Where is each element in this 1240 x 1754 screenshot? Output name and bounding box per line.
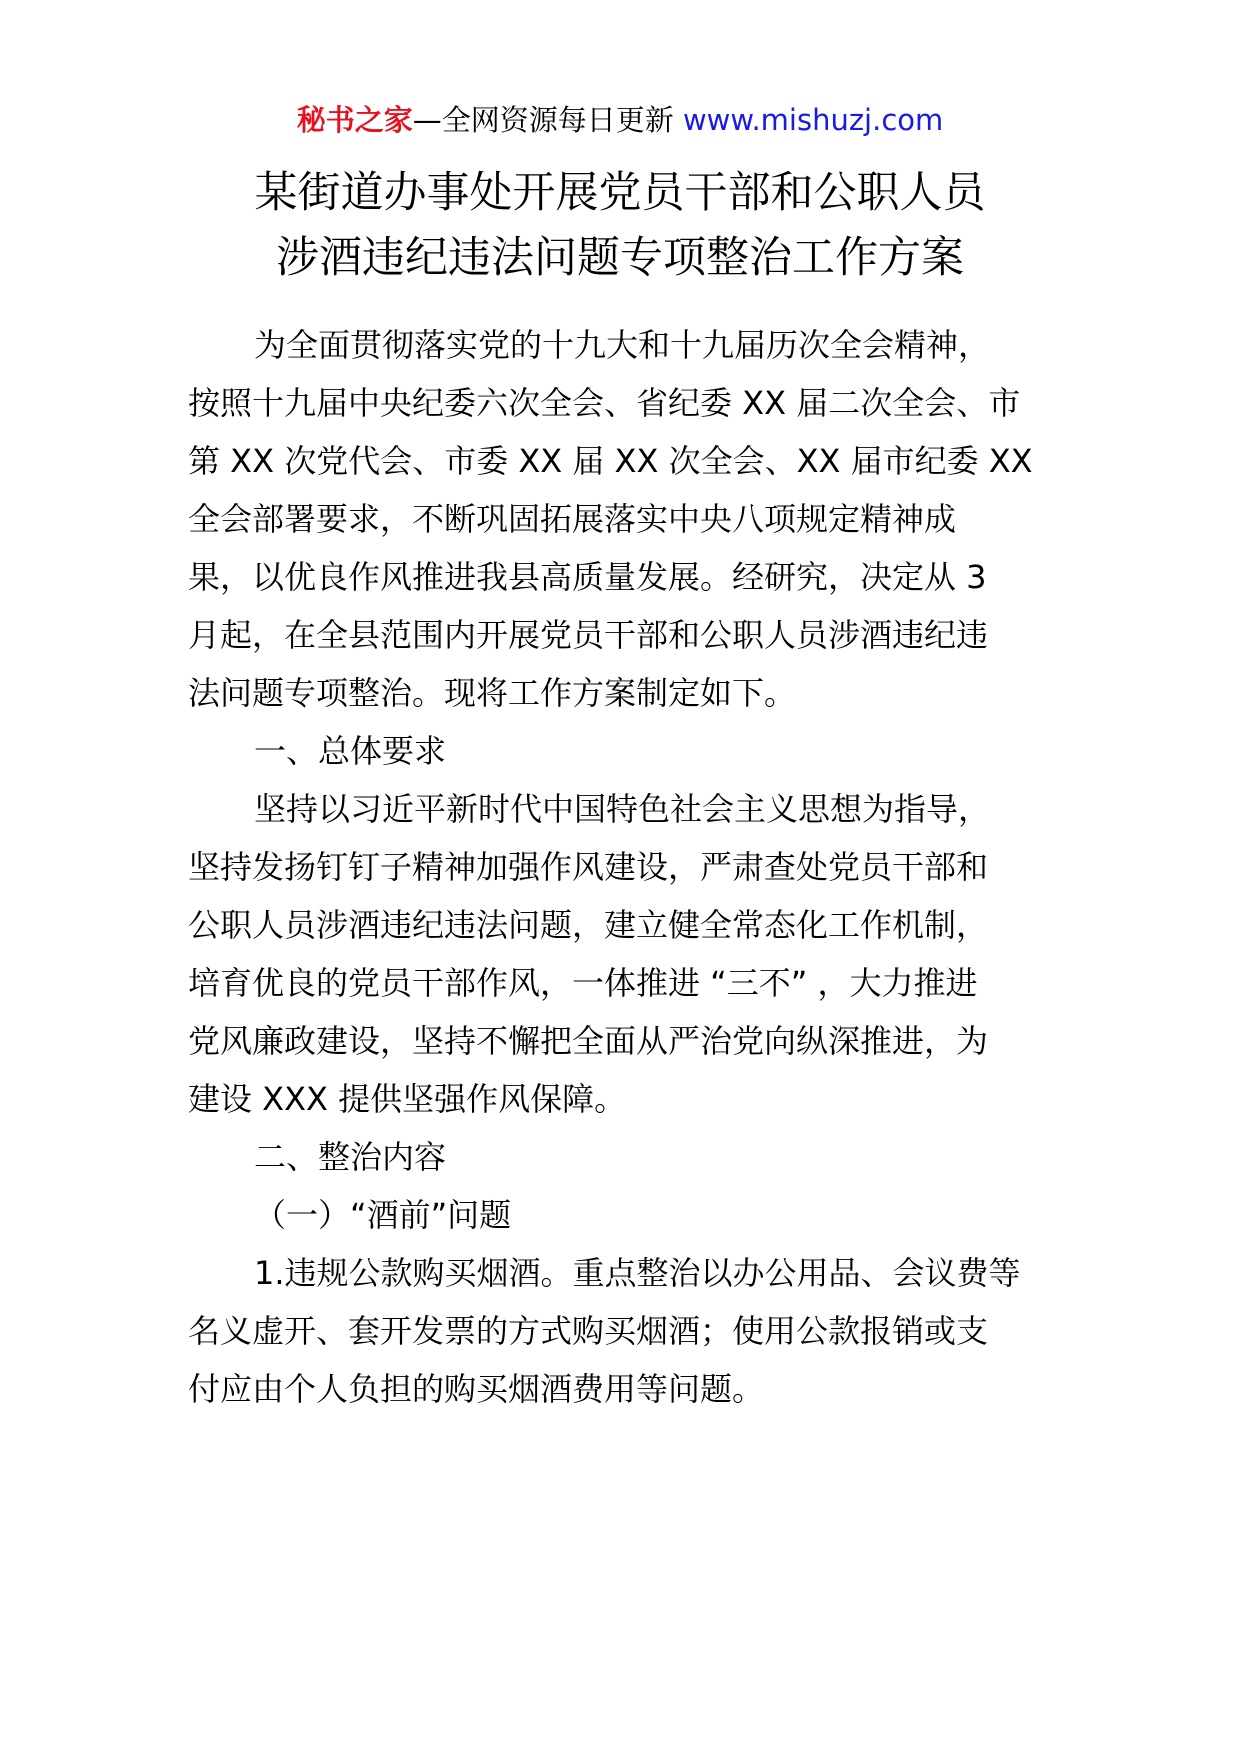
body-line: 按照十九届中央纪委六次全会、省纪委 XX 届二次全会、市 (188, 384, 1021, 422)
document-title-line-2: 涉酒违纪违法问题专项整治工作方案 (276, 233, 964, 283)
body-line: 月起，在全县范围内开展党员干部和公职人员涉酒违纪违 (188, 616, 989, 654)
body-line: 名义虚开、套开发票的方式购买烟酒；使用公款报销或支 (188, 1312, 989, 1350)
body-line: 培育优良的党员干部作风，一体推进 “三不” ，大力推进 (188, 964, 978, 1002)
body-line: 为全面贯彻落实党的十九大和十九届历次全会精神， (254, 326, 991, 364)
document-title-line-1: 某街道办事处开展党员干部和公职人员 (254, 168, 986, 218)
body-line: 建设 XXX 提供坚强作风保障。 (188, 1080, 627, 1118)
section-heading: 二、整治内容 (254, 1138, 447, 1176)
subsection-heading: （一）“酒前”问题 (254, 1196, 512, 1234)
site-banner (0, 100, 1240, 140)
body-line: 公职人员涉酒违纪违法问题，建立健全常态化工作机制， (188, 906, 989, 944)
body-line: 坚持以习近平新时代中国特色社会主义思想为指导， (254, 790, 991, 828)
body-line: 全会部署要求，不断巩固拓展落实中央八项规定精神成 (188, 500, 957, 538)
body-line: 1.违规公款购买烟酒。重点整治以办公用品、会议费等 (254, 1254, 1021, 1292)
body-line: 党风廉政建设，坚持不懈把全面从严治党向纵深推进，为 (188, 1022, 989, 1060)
body-line: 法问题专项整治。现将工作方案制定如下。 (188, 674, 797, 712)
banner-slogan: —全网资源每日更新 (412, 103, 674, 137)
banner-brand: 秘书之家 (296, 103, 413, 137)
banner-url[interactable]: www.mishuzj.com (682, 103, 944, 137)
body-line: 第 XX 次党代会、市委 XX 届 XX 次全会、XX 届市纪委 XX (188, 442, 1033, 480)
body-line: 果，以优良作风推进我县高质量发展。经研究，决定从 3 (188, 558, 987, 596)
body-line: 付应由个人负担的购买烟酒费用等问题。 (188, 1370, 765, 1408)
body-line: 坚持发扬钉钉子精神加强作风建设，严肃查处党员干部和 (188, 848, 989, 886)
section-heading: 一、总体要求 (254, 732, 447, 770)
